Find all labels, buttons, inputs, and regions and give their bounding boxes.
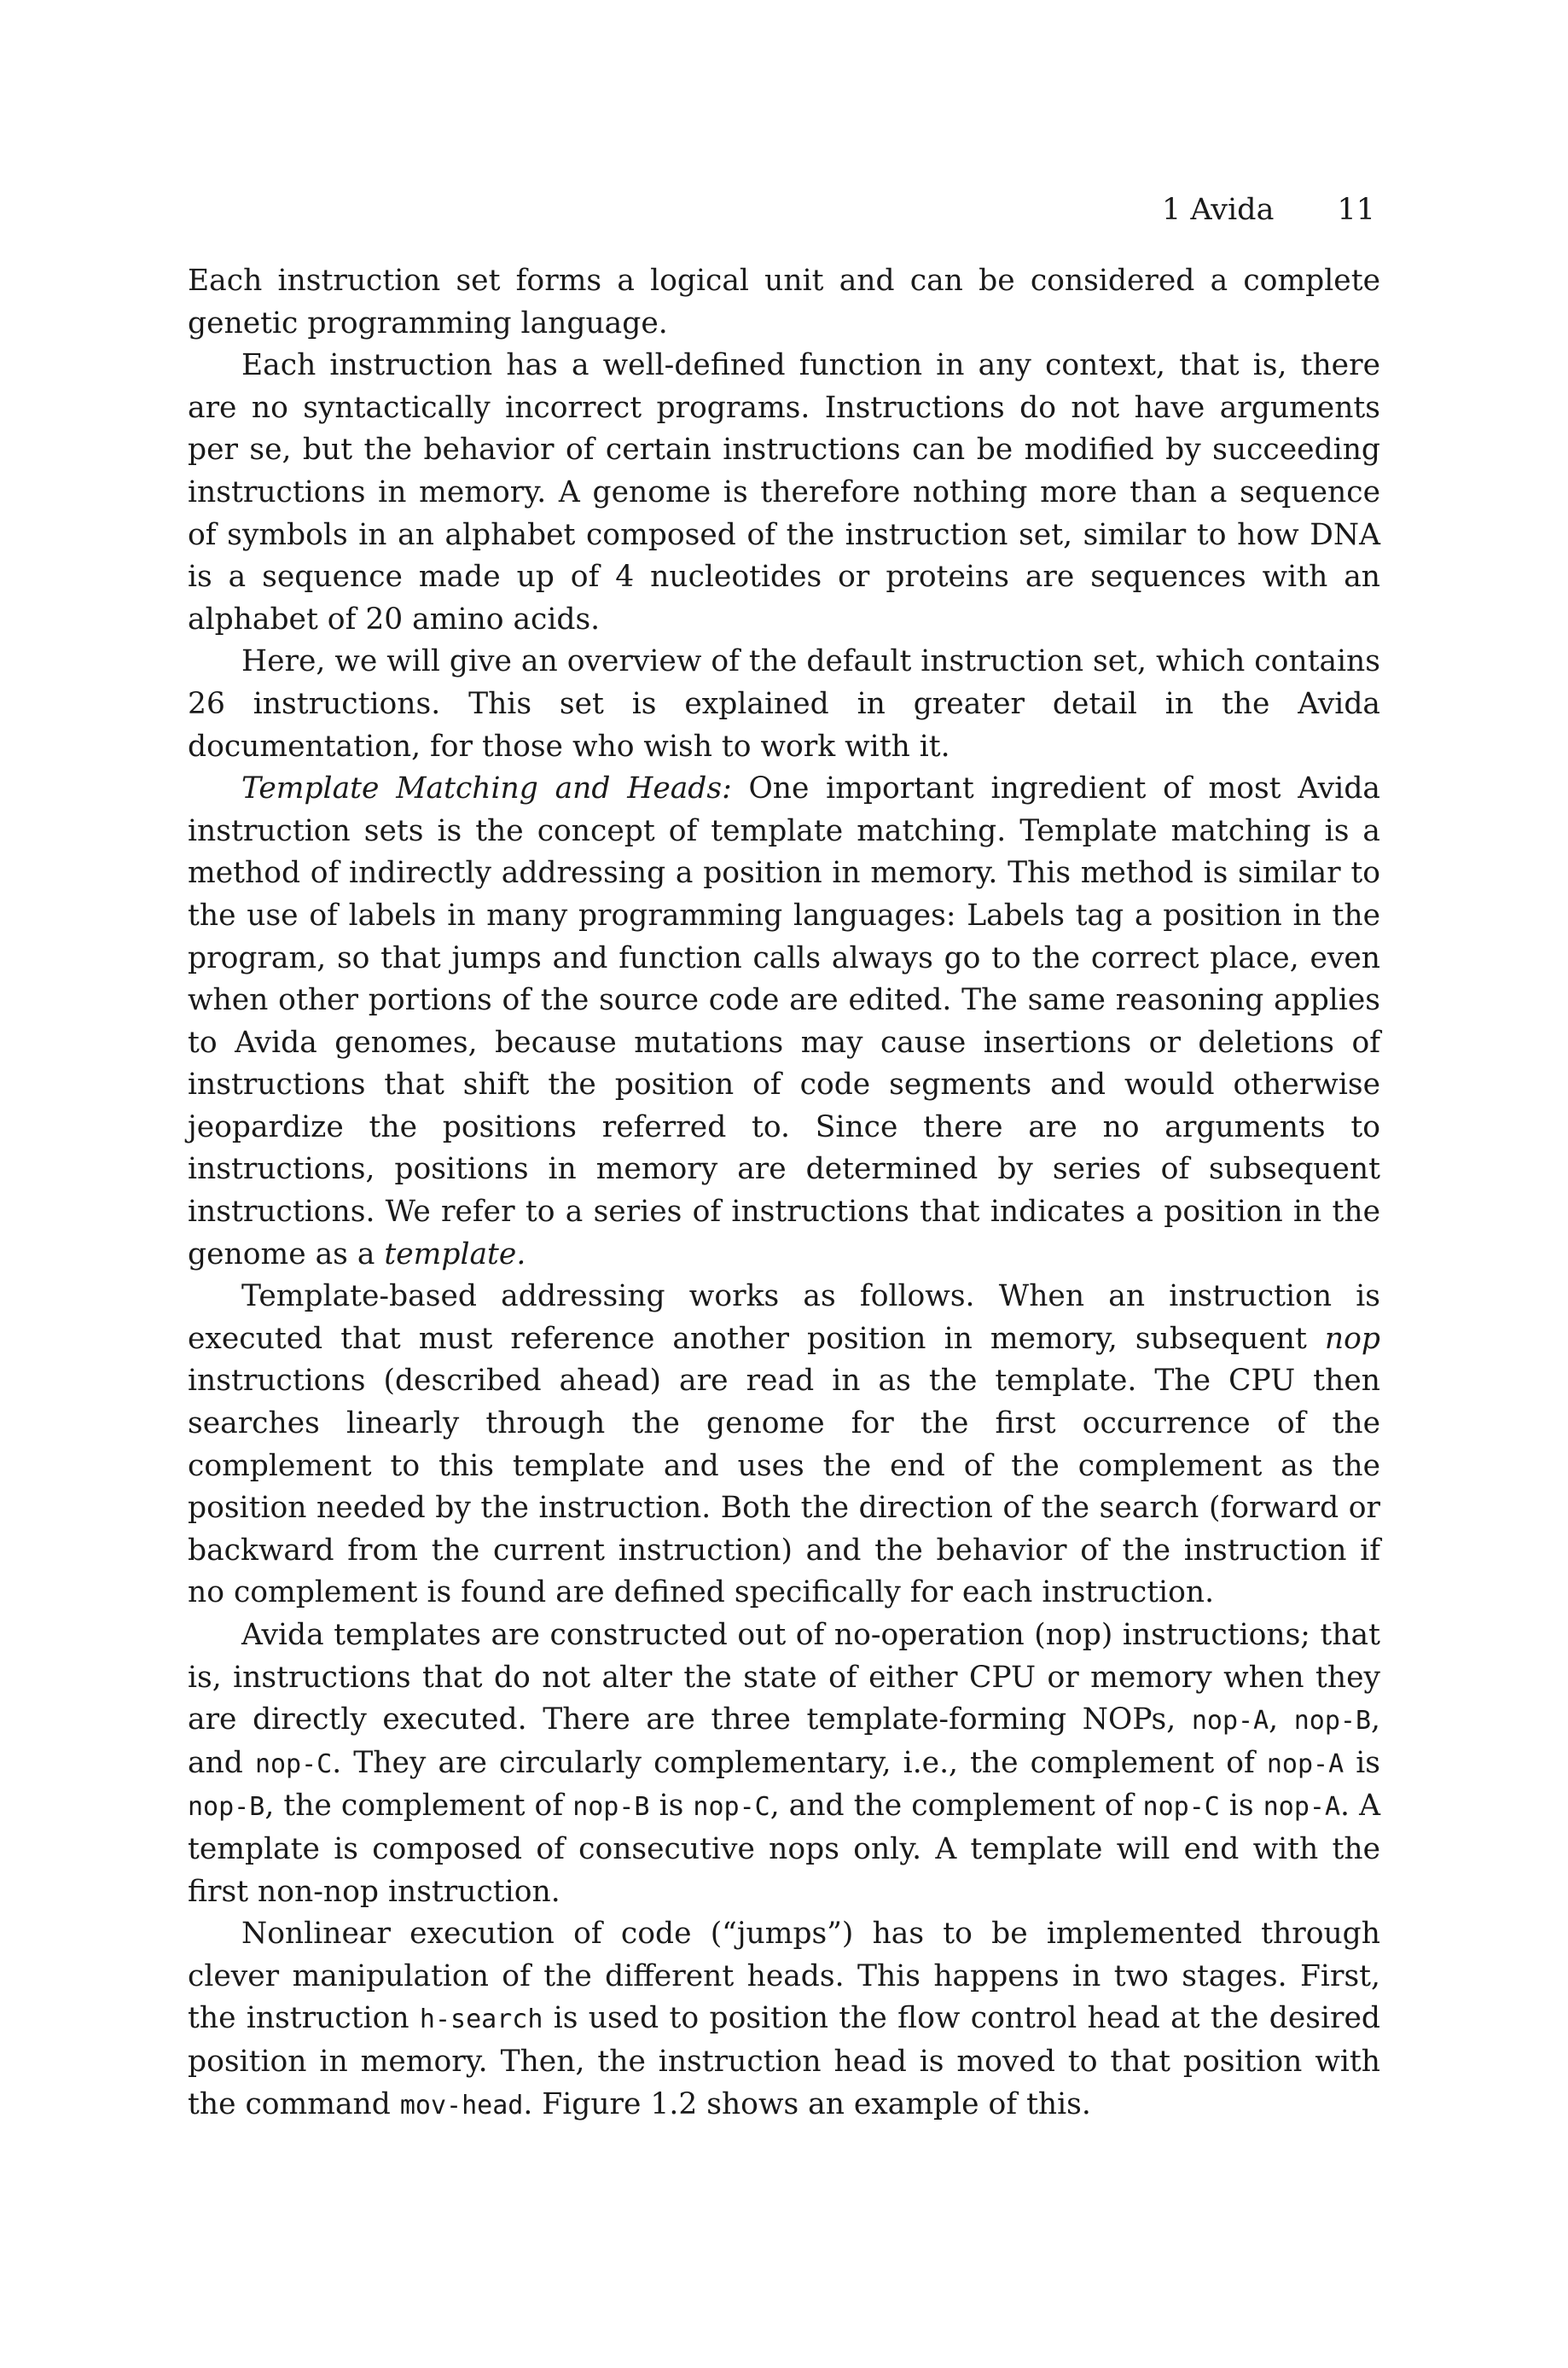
template-term: template.	[384, 1236, 526, 1271]
code-nop-c: nop-C	[1142, 1792, 1220, 1823]
text-run: is	[649, 1789, 694, 1824]
running-head	[1162, 189, 1375, 230]
paragraph-7	[188, 1913, 1380, 2127]
code-nop-c: nop-C	[693, 1792, 770, 1823]
text-run: Nonlinear execution of code (“jumps”) has to be implemented through clever manipulation of the different heads. This happens in two stages. First, the instruction	[188, 1917, 1380, 2036]
nop-term: nop	[1324, 1321, 1380, 1356]
text-run: . A template is composed of consecutive nops only. A template will end with the first non-nop instruction.	[188, 1789, 1380, 1909]
code-mov-head: mov-head	[399, 2090, 524, 2121]
text-run: is	[1219, 1789, 1263, 1824]
paragraph-4	[188, 768, 1380, 1276]
text-run: Avida templates are constructed out of no-operation (nop) instructions; that is, instructions that do not alter the state of either CPU or memory when they are directly executed. There are three template-forming NOPs,	[188, 1618, 1380, 1737]
paragraph-5-part-2: instructions (described ahead) are read in as the template. The CPU then searches linearly through the genome for the first occurrence of the complement to this template and uses the end of the complement as the position needed by the instruction. Both the direction of the search (forward or backward from the current instruction) and the behavior of the instruction if no complement is found are defined specifically for each instruction.	[188, 1364, 1380, 1610]
paragraph-4-lead: Template Matching and Heads:	[241, 771, 732, 806]
text-run: . Figure 1.2 shows an example of this.	[523, 2086, 1091, 2121]
text-run: is	[1344, 1745, 1380, 1780]
text-run: , and	[188, 1702, 1380, 1780]
code-nop-a: nop-A	[1266, 1748, 1344, 1779]
text-run: , the complement of	[264, 1789, 573, 1824]
text-run: is used to position the flow control head at the desired position in memory. Then, the instruction head is moved to that position with the command	[188, 2001, 1380, 2121]
code-nop-b: nop-B	[188, 1792, 265, 1823]
paragraph-1: Each instruction set forms a logical unit and can be considered a complete genetic programming language.	[188, 264, 1380, 340]
paragraph-5	[188, 1276, 1380, 1615]
paragraph-3: Here, we will give an overview of the default instruction set, which contains 26 instructions. This set is explained in greater detail in the Avida documentation, for those who wish to work with it.	[188, 644, 1380, 764]
code-nop-c: nop-C	[254, 1748, 333, 1779]
code-nop-a: nop-A	[1191, 1706, 1269, 1737]
text-run: . They are circularly complementary, i.e., the complement of	[332, 1745, 1267, 1780]
chapter-title: 1 Avida	[1161, 193, 1275, 227]
paragraph-6	[188, 1615, 1380, 1913]
page-number: 11	[1337, 193, 1375, 227]
text-run: ,	[1269, 1702, 1294, 1737]
code-nop-a: nop-A	[1263, 1792, 1341, 1823]
paragraph-2: Each instruction has a well-defined function in any context, that is, there are no syntactically incorrect programs. Instructions do not have arguments per se, but the behavior of certain instructions can be modified by succeeding instructions in memory. A genome is therefore nothing more than a sequence of symbols in an alphabet composed of the instruction set, similar to how DNA is a sequence made up of 4 nucleotides or proteins are sequences with an alphabet of 20 amino acids.	[188, 348, 1380, 637]
body-text	[188, 260, 1380, 2127]
paragraph-5-part-1: Template-based addressing works as follows. When an instruction is executed that must reference another position in memory, subsequent	[188, 1279, 1380, 1356]
paragraph-4-body: One important ingredient of most Avida instruction sets is the concept of template matching. Template matching is a method of indirectly addressing a position in memory. This method is similar to the use of labels in many programming languages: Labels tag a position in the program, so that jumps and function calls always go to the correct place, even when other portions of the source code are edited. The same reasoning applies to Avida genomes, because mutations may cause insertions or deletions of instructions that shift the position of code segments and would otherwise jeopardize the positions referred to. Since there are no arguments to instructions, positions in memory are determined by series of subsequent instructions. We refer to a series of instructions that indicates a position in the genome as a	[188, 771, 1380, 1271]
code-h-search: h-search	[419, 2004, 543, 2035]
code-nop-b: nop-B	[1293, 1706, 1372, 1737]
code-nop-b: nop-B	[572, 1792, 650, 1823]
text-run: , and the complement of	[769, 1789, 1143, 1824]
